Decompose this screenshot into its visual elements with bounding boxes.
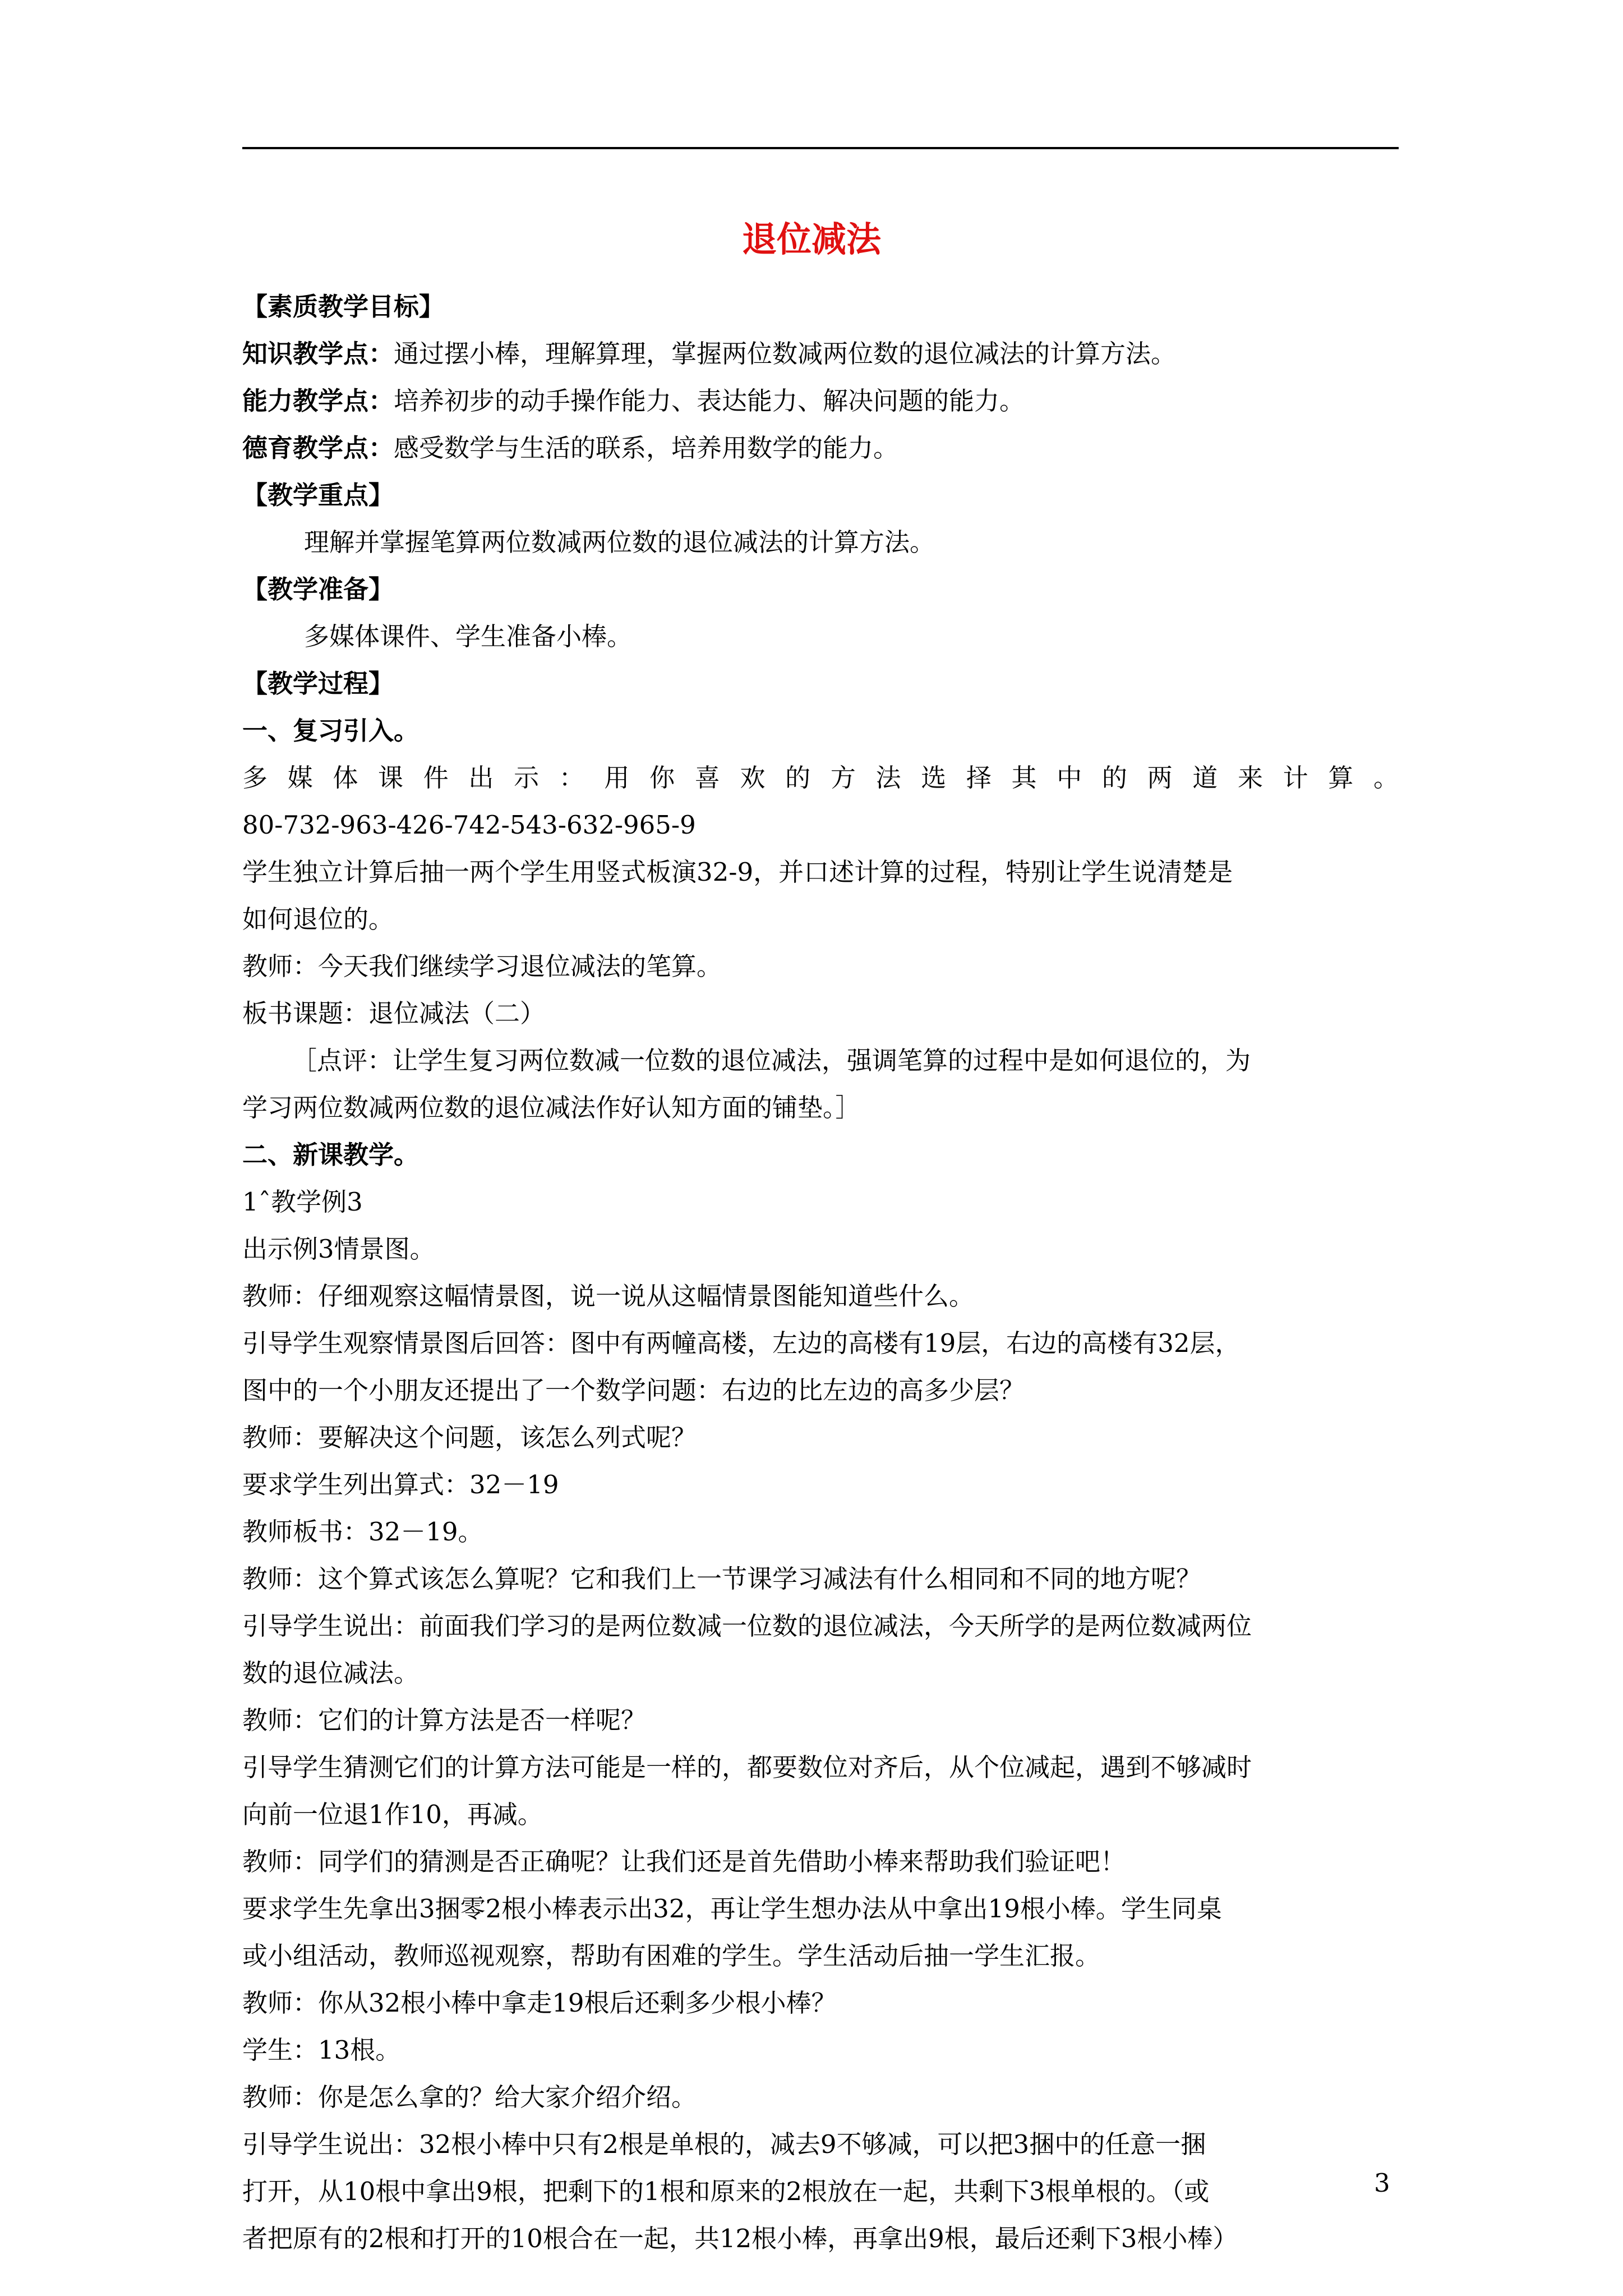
line-label: 【教学重点】 bbox=[242, 480, 394, 510]
text-line bbox=[242, 1461, 1399, 1508]
line-label: 【教学过程】 bbox=[242, 669, 394, 698]
text-line bbox=[242, 1791, 1399, 1838]
text-line bbox=[242, 943, 1399, 990]
line-label: 一、复习引入。 bbox=[242, 716, 419, 746]
line-text: 或小组活动，教师巡视观察，帮助有困难的学生。学生活动后抽一学生汇报。 bbox=[242, 1941, 1101, 1971]
text-line bbox=[242, 754, 1399, 802]
line-text: 学生独立计算后抽一两个学生用竖式板演32-9，并口述计算的过程，特别让学生说清楚是 bbox=[242, 857, 1233, 887]
line-text: 要求学生列出算式：32－19 bbox=[242, 1470, 559, 1499]
line-text: 多媒体课件、学生准备小棒。 bbox=[304, 622, 633, 651]
text-line bbox=[242, 1838, 1399, 1885]
text-line bbox=[242, 990, 1399, 1037]
line-text: 教师：这个算式该怎么算呢？它和我们上一节课学习减法有什么相同和不同的地方呢？ bbox=[242, 1564, 1202, 1594]
line-text: 教师：你从32根小棒中拿走19根后还剩多少根小棒？ bbox=[242, 1988, 837, 2018]
line-text: 板书课题：退位减法（二） bbox=[242, 999, 546, 1028]
document-body bbox=[242, 283, 1399, 2262]
text-line bbox=[242, 1650, 1399, 1697]
text-line bbox=[242, 2074, 1399, 2121]
text-line bbox=[242, 1697, 1399, 1744]
text-line bbox=[242, 1414, 1399, 1461]
text-line bbox=[242, 1273, 1399, 1320]
line-label: 知识教学点： bbox=[242, 339, 394, 369]
line-label: 【教学准备】 bbox=[242, 574, 394, 604]
text-line bbox=[242, 1367, 1399, 1414]
text-line bbox=[242, 1885, 1399, 1932]
text-line bbox=[242, 613, 1399, 660]
text-line bbox=[242, 283, 1399, 330]
text-line bbox=[242, 1744, 1399, 1791]
line-text: 教师：它们的计算方法是否一样呢？ bbox=[242, 1705, 647, 1735]
text-line bbox=[242, 1603, 1399, 1650]
text-line bbox=[242, 1037, 1399, 1084]
line-text: 教师：今天我们继续学习退位减法的笔算。 bbox=[242, 951, 722, 981]
line-text: 教师：要解决这个问题，该怎么列式呢？ bbox=[242, 1423, 697, 1452]
line-label: 能力教学点： bbox=[242, 386, 394, 416]
line-text: 出示例3情景图。 bbox=[242, 1234, 435, 1264]
text-line bbox=[242, 2168, 1399, 2215]
text-line bbox=[242, 1226, 1399, 1273]
line-text: 80-732-963-426-742-543-632-965-9 bbox=[242, 810, 696, 840]
document-title: 退位减法 bbox=[741, 219, 881, 260]
text-line bbox=[242, 566, 1399, 613]
line-text: 者把原有的2根和打开的10根合在一起，共12根小棒，再拿出9根，最后还剩下3根小棒） bbox=[242, 2224, 1238, 2253]
line-text: 要求学生先拿出3捆零2根小棒表示出32，再让学生想办法从中拿出19根小棒。学生同桌 bbox=[242, 1894, 1222, 1924]
line-label: 二、新课教学。 bbox=[242, 1140, 419, 1170]
text-line bbox=[242, 472, 1399, 519]
line-text: 教师：你是怎么拿的？给大家介绍介绍。 bbox=[242, 2082, 697, 2112]
text-line bbox=[242, 1508, 1399, 1556]
text-line bbox=[242, 2027, 1399, 2074]
line-text: 多媒体课件出示：用你喜欢的方法选择其中的两道来计算。 bbox=[242, 763, 1399, 793]
line-text: 图中的一个小朋友还提出了一个数学问题：右边的比左边的高多少层？ bbox=[242, 1375, 1025, 1405]
line-text: 通过摆小棒，理解算理，掌握两位数减两位数的退位减法的计算方法。 bbox=[394, 339, 1177, 369]
line-text: 引导学生猜测它们的计算方法可能是一样的，都要数位对齐后，从个位减起，遇到不够减时 bbox=[242, 1752, 1252, 1782]
text-line bbox=[242, 2215, 1399, 2262]
line-text: 教师：同学们的猜测是否正确呢？让我们还是首先借助小棒来帮助我们验证吧！ bbox=[242, 1847, 1126, 1876]
text-line bbox=[242, 330, 1399, 378]
line-label: 德育教学点： bbox=[242, 433, 394, 463]
line-text: 学生：13根。 bbox=[242, 2035, 401, 2065]
text-line bbox=[242, 1932, 1399, 1980]
line-text: ［点评：让学生复习两位数减一位数的退位减法，强调笔算的过程中是如何退位的，为 bbox=[292, 1046, 1251, 1075]
text-line bbox=[242, 896, 1399, 943]
line-text: 引导学生说出：32根小棒中只有2根是单根的，减去9不够减，可以把3捆中的任意一捆 bbox=[242, 2129, 1206, 2159]
text-line bbox=[242, 1131, 1399, 1179]
text-line bbox=[242, 1980, 1399, 2027]
line-text: 培养初步的动手操作能力、表达能力、解决问题的能力。 bbox=[394, 386, 1025, 416]
line-text: 如何退位的。 bbox=[242, 904, 394, 934]
line-text: 感受数学与生活的联系，培养用数学的能力。 bbox=[394, 433, 899, 463]
text-line bbox=[242, 519, 1399, 566]
text-line bbox=[242, 1320, 1399, 1367]
text-line bbox=[242, 1179, 1399, 1226]
line-text: 引导学生说出：前面我们学习的是两位数减一位数的退位减法，今天所学的是两位数减两位 bbox=[242, 1611, 1252, 1641]
text-line bbox=[242, 2121, 1399, 2168]
text-line bbox=[242, 849, 1399, 896]
line-text: 教师：仔细观察这幅情景图，说一说从这幅情景图能知道些什么。 bbox=[242, 1281, 975, 1311]
line-text: 引导学生观察情景图后回答：图中有两幢高楼，左边的高楼有19层，右边的高楼有32层， bbox=[242, 1328, 1241, 1358]
page-number: 3 bbox=[1374, 2168, 1390, 2198]
header-rule bbox=[242, 147, 1399, 149]
line-text: 打开，从10根中拿出9根，把剩下的1根和原来的2根放在一起，共剩下3根单根的。（或 bbox=[242, 2177, 1210, 2206]
text-line bbox=[242, 802, 1399, 849]
text-line bbox=[242, 378, 1399, 425]
line-text: 向前一位退1作10，再减。 bbox=[242, 1800, 543, 1829]
line-text: 学习两位数减两位数的退位减法作好认知方面的铺垫。］ bbox=[242, 1093, 861, 1122]
text-line bbox=[242, 1556, 1399, 1603]
text-line bbox=[242, 425, 1399, 472]
line-text: 数的退位减法。 bbox=[242, 1658, 419, 1688]
line-text: 教师板书：32－19。 bbox=[242, 1517, 483, 1547]
line-text: 理解并掌握笔算两位数减两位数的退位减法的计算方法。 bbox=[304, 527, 935, 557]
line-text: 1ˆ教学例3 bbox=[242, 1187, 363, 1217]
text-line bbox=[242, 707, 1399, 754]
text-line bbox=[242, 660, 1399, 707]
text-line bbox=[242, 1084, 1399, 1131]
line-label: 【素质教学目标】 bbox=[242, 292, 445, 321]
